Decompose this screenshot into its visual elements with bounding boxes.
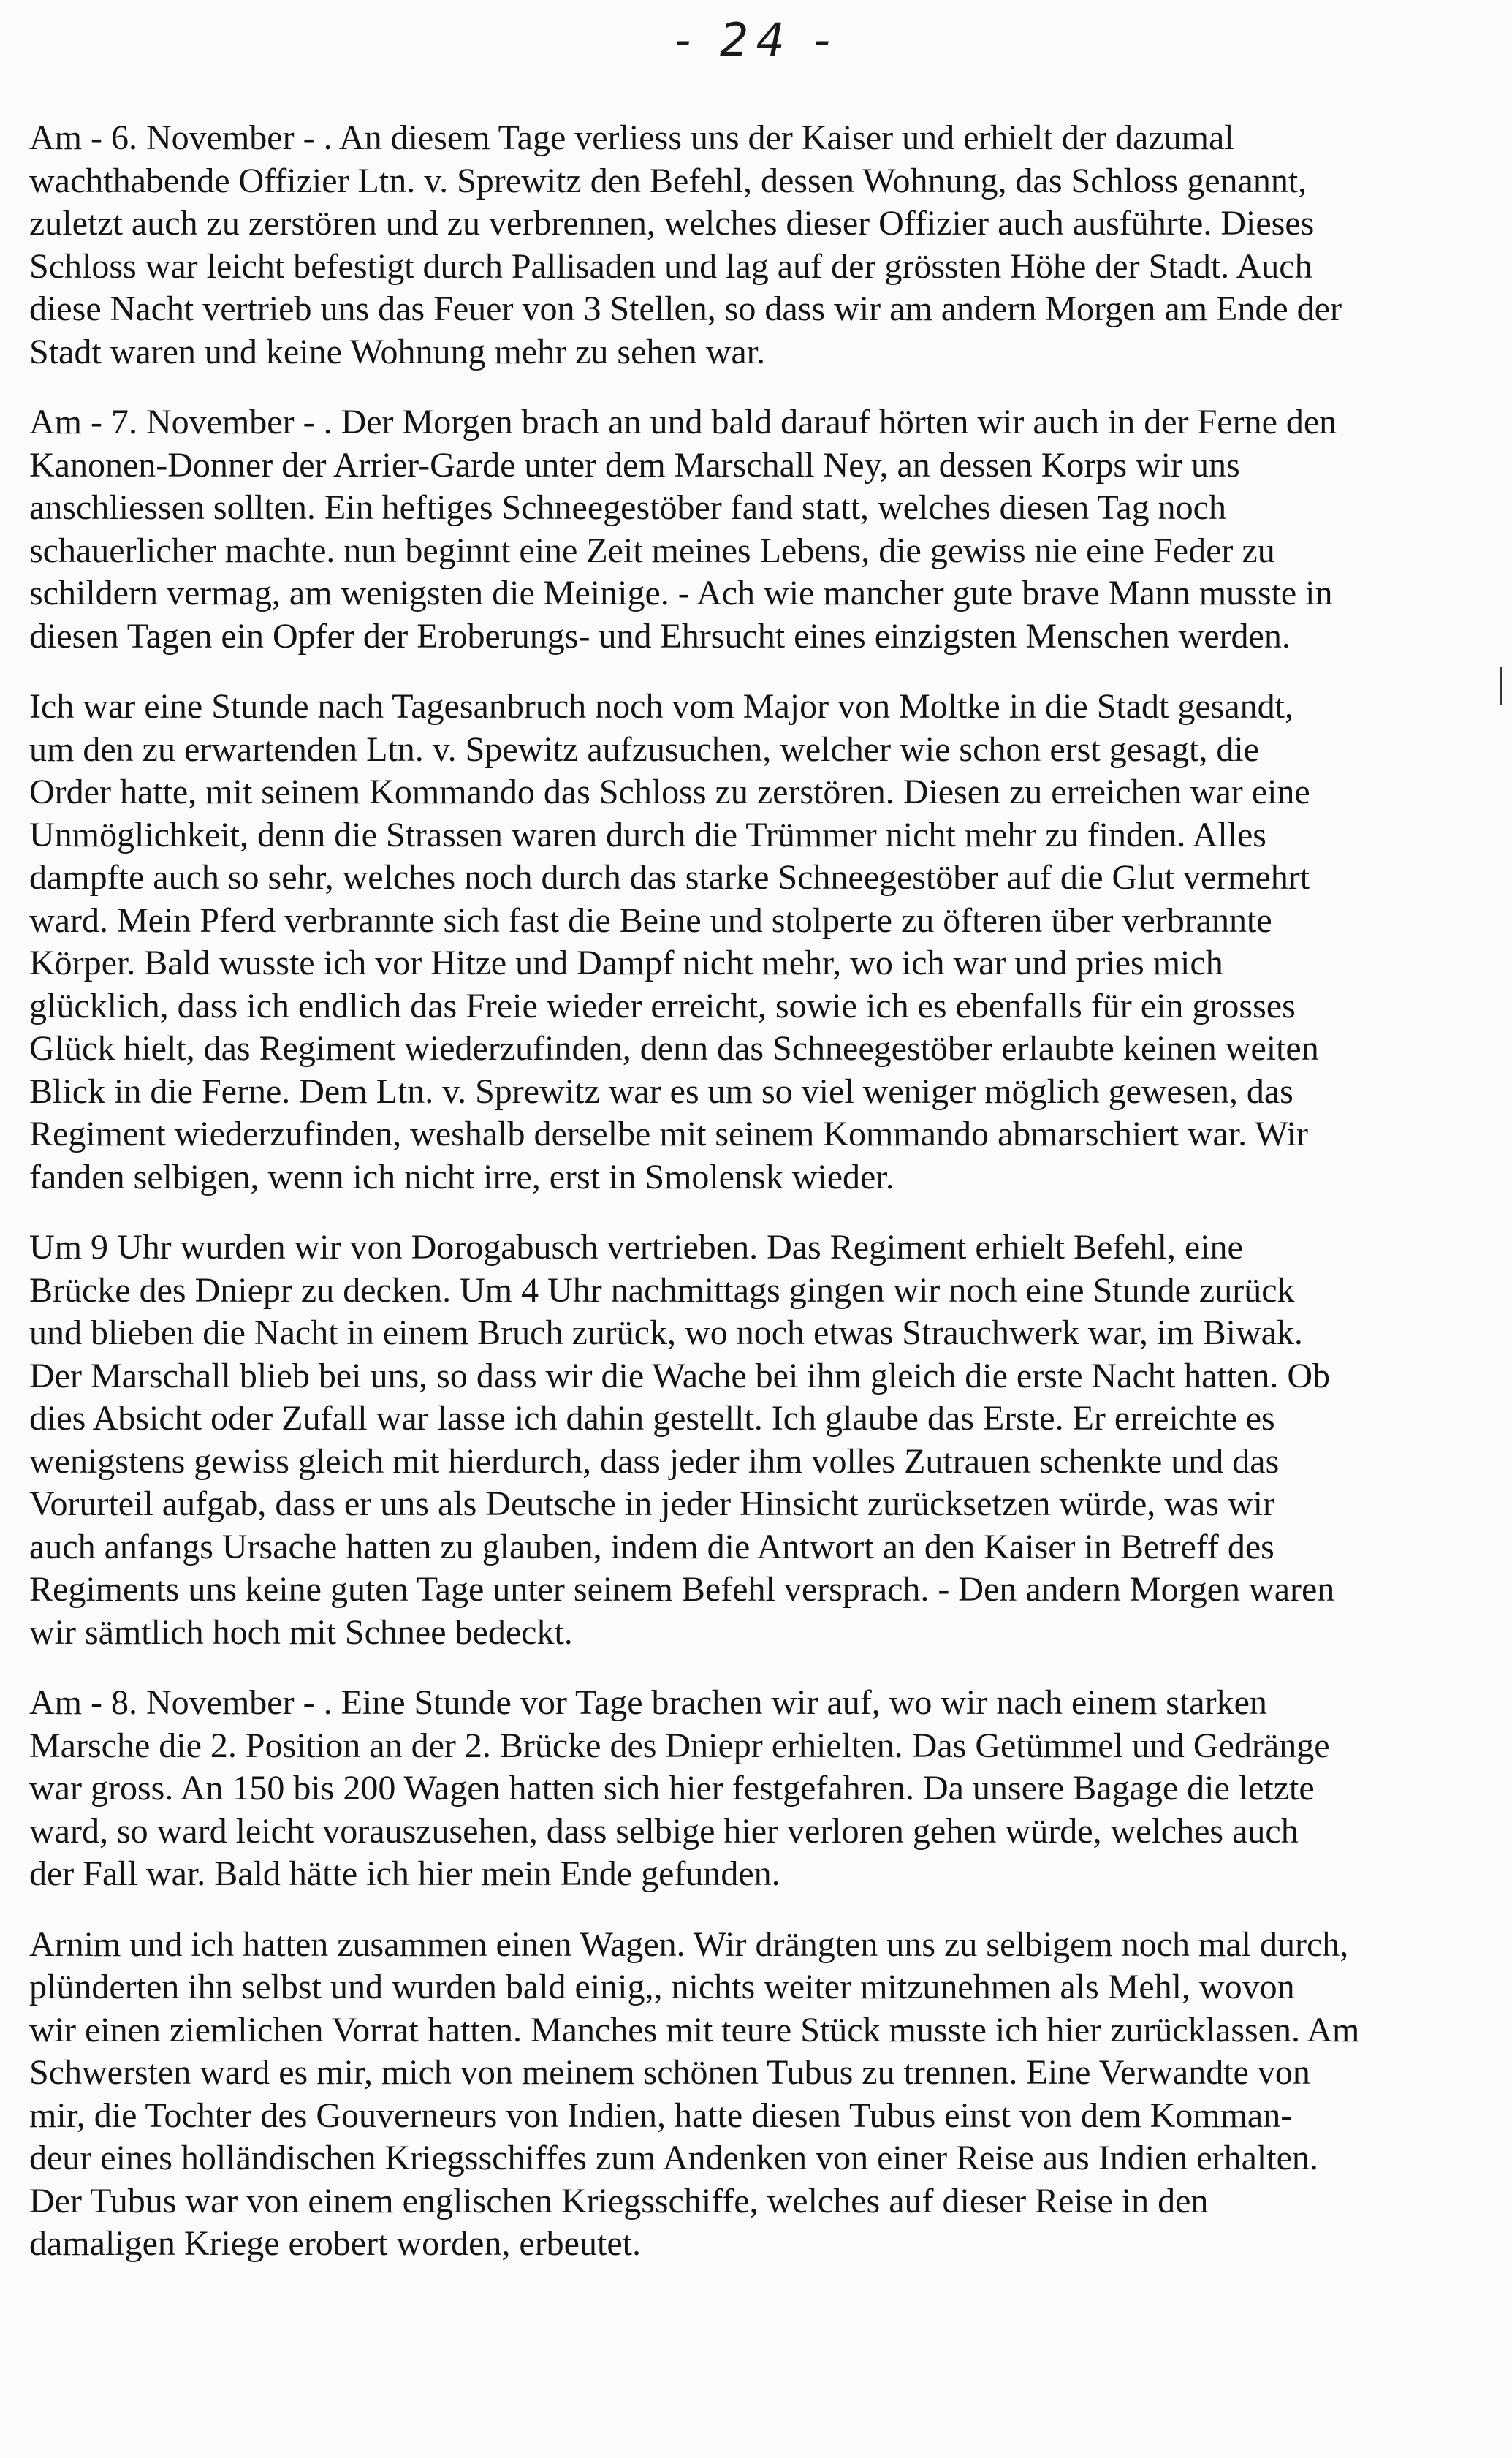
text-line: Glück hielt, das Regiment wiederzufinden, denn das Schneegestöber erlaubte keinen weiten [29,1029,1319,1068]
paragraph [29,686,1487,1199]
text-line: glücklich, dass ich endlich das Freie wieder erreicht, sowie ich es ebenfalls für ein grosses [29,986,1296,1025]
text-line: Blick in die Ferne. Dem Ltn. v. Sprewitz war es um so viel weniger möglich gewesen, das [29,1071,1293,1111]
text-line: deur eines holländischen Kriegsschiffes zum Andenken von einer Reise aus Indien erhalten. [29,2139,1318,2177]
text-line: wachthabende Offizier Ltn. v. Sprewitz den Befehl, dessen Wohnung, das Schloss genannt, [29,161,1307,200]
paragraph [29,1682,1487,1896]
text-line: war gross. An 150 bis 200 Wagen hatten sich hier festgefahren. Da unsere Bagage die letzte [29,1769,1315,1808]
text-line: auch anfangs Ursache hatten zu glauben, indem die Antwort an den Kaiser in Betreff des [29,1527,1274,1566]
text-line: ward, so ward leicht vorauszusehen, dass selbige hier verloren gehen würde, welches auch [29,1811,1299,1851]
text-line: diesen Tagen ein Opfer der Eroberungs- und Ehrsucht eines einzigsten Menschen werden. [29,616,1291,656]
text-line: Der Marschall blieb bei uns, so dass wir die Wache bei ihm gleich die erste Nacht hatten. Ob [29,1356,1331,1395]
page-number: - 24 - [674,13,838,67]
text-line: Regiment wiederzufinden, weshalb derselbe mit seinem Kommando abmarschiert war. Wir [29,1115,1308,1153]
text-line: Um 9 Uhr wurden wir von Dorogabusch vertrieben. Das Regiment erhielt Befehl, eine [29,1228,1243,1267]
text-line: Schwersten ward es mir, mich von meinem schönen Tubus zu trennen. Eine Verwandte von [29,2053,1310,2092]
text-line: Marsche die 2. Position an der 2. Brücke des Dniepr erhielten. Das Getümmel und Gedränge [29,1726,1330,1765]
text-line: Am - 6. November - . An diesem Tage verliess uns der Kaiser und erhielt der dazumal [29,118,1234,157]
text-line: Am - 8. November - . Eine Stunde vor Tage brachen wir auf, wo wir nach einem starken [29,1683,1267,1722]
text-line: zuletzt auch zu zerstören und zu verbrennen, welches dieser Offizier auch ausführte. Dieses [29,204,1315,243]
text-line: Regiments uns keine guten Tage unter seinem Befehl versprach. - Den andern Morgen waren [29,1570,1335,1609]
text-line: und blieben die Nacht in einem Bruch zurück, wo noch etwas Strauchwerk war, im Biwak. [29,1313,1303,1352]
scan-edge-mark [1500,667,1502,705]
text-line: Der Tubus war von einem englischen Kriegsschiffe, welches auf dieser Reise in den [29,2181,1209,2220]
text-line: Vorurteil aufgab, dass er uns als Deutsche in jeder Hinsicht zurücksetzen würde, was wir [29,1484,1274,1523]
text-line: anschliessen sollten. Ein heftiges Schneegestöber fand statt, welches diesen Tag noch [29,488,1226,527]
text-line: dies Absicht oder Zufall war lasse ich dahin gestellt. Ich glaube das Erste. Er erreichte es [29,1399,1275,1438]
text-line: diese Nacht vertrieb uns das Feuer von 3 Stellen, so dass wir am andern Morgen am Ende der [29,289,1342,328]
text-line: Schloss war leicht befestigt durch Pallisaden und lag auf der grössten Höhe der Stadt. Auch [29,246,1312,286]
document-body [29,117,1487,2294]
text-line: Ich war eine Stunde nach Tagesanbruch noch vom Major von Moltke in die Stadt gesandt, [29,687,1293,726]
text-line: Unmöglichkeit, denn die Strassen waren durch die Trümmer nicht mehr zu finden. Alles [29,815,1266,854]
text-line: dampfte auch so sehr, welches noch durch das starke Schneegestöber auf die Glut vermehrt [29,858,1310,897]
text-line: der Fall war. Bald hätte ich hier mein Ende gefunden. [29,1854,780,1893]
paragraph [29,117,1487,373]
paragraph [29,1924,1487,2266]
text-line: mir, die Tochter des Gouverneurs von Indien, hatte diesen Tubus einst von dem Komman- [29,2095,1293,2135]
paragraph [29,401,1487,658]
text-line: ward. Mein Pferd verbrannte sich fast die Beine und stolperte zu öfteren über verbrannte [29,900,1272,940]
text-line: damaligen Kriege erobert worden, erbeutet. [29,2224,641,2263]
text-line: Arnim und ich hatten zusammen einen Wagen. Wir drängten uns zu selbigem noch mal durch, [29,1924,1349,1964]
text-line: plünderten ihn selbst und wurden bald einig,, nichts weiter mitzunehmen als Mehl, wovon [29,1968,1295,2006]
text-line: fanden selbigen, wenn ich nicht irre, erst in Smolensk wieder. [29,1157,894,1196]
text-line: Order hatte, mit seinem Kommando das Schloss zu zerstören. Diesen zu erreichen war eine [29,773,1310,811]
paragraph [29,1226,1487,1654]
text-line: um den zu erwartenden Ltn. v. Spewitz aufzusuchen, welcher wie schon erst gesagt, die [29,729,1259,769]
text-line: wir sämtlich hoch mit Schnee bedeckt. [29,1612,573,1652]
text-line: wenigstens gewiss gleich mit hierdurch, dass jeder ihm volles Zutrauen schenkte und das [29,1441,1280,1481]
text-line: Körper. Bald wusste ich vor Hitze und Dampf nicht mehr, wo ich war und pries mich [29,944,1223,982]
text-line: schauerlicher machte. nun beginnt eine Zeit meines Lebens, die gewiss nie eine Feder zu [29,531,1275,570]
text-line: Kanonen-Donner der Arrier-Garde unter dem Marschall Ney, an dessen Korps wir uns [29,445,1240,485]
text-line: Am - 7. November - . Der Morgen brach an und bald darauf hörten wir auch in der Ferne den [29,403,1337,441]
text-line: Brücke des Dniepr zu decken. Um 4 Uhr nachmittags gingen wir noch eine Stunde zurück [29,1270,1295,1310]
text-line: Stadt waren und keine Wohnung mehr zu sehen war. [29,332,765,371]
text-line: wir einen ziemlichen Vorrat hatten. Manches mit teure Stück musste ich hier zurücklassen. Am [29,2010,1360,2049]
text-line: schildern vermag, am wenigsten die Meinige. - Ach wie mancher gute brave Mann musste in [29,574,1333,612]
